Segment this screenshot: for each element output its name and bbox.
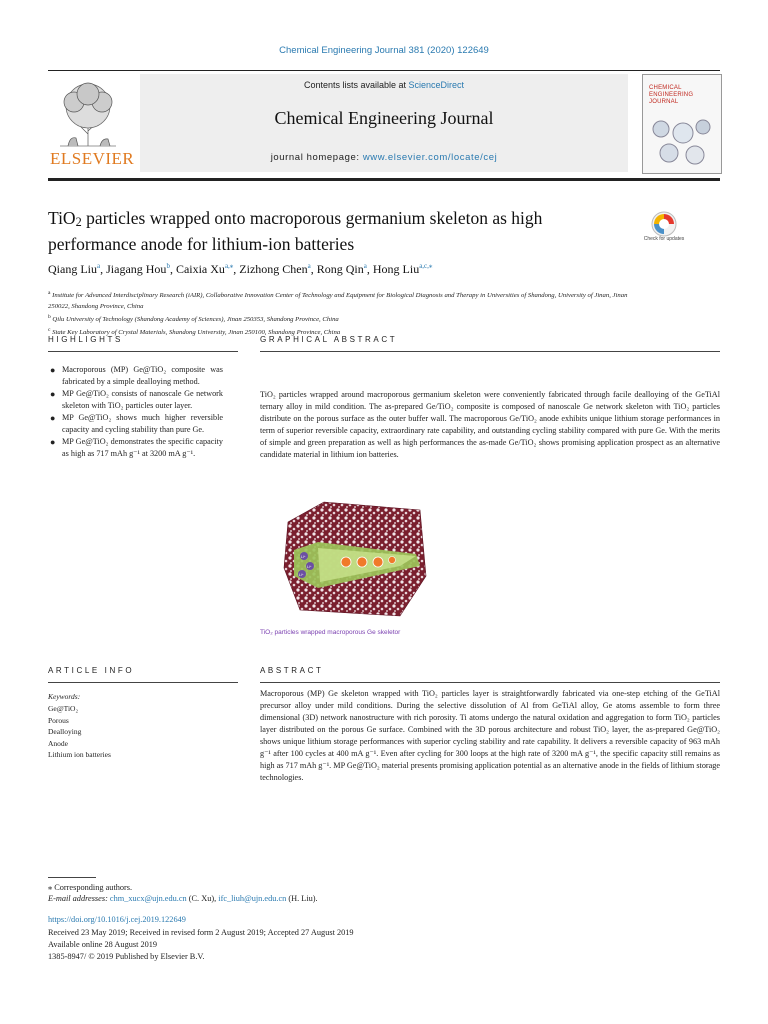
graphical-abstract-figure[interactable]	[280, 492, 432, 624]
available-online-date: Available online 28 August 2019	[48, 940, 158, 949]
highlights-list	[48, 364, 223, 460]
author-affiliation-mark[interactable]: a,⁎	[224, 262, 234, 270]
highlight-text: MP Ge@TiO₂ consists of nanoscale Ge network skeleton with TiO₂ particles outer layer.	[62, 389, 223, 410]
bullet-icon: ●	[50, 389, 56, 399]
graphical-abstract-heading: GRAPHICAL ABSTRACT	[260, 335, 398, 344]
cover-title-line: ENGINEERING	[649, 92, 694, 98]
highlight-text: Macroporous (MP) Ge@TiO₂ composite was fabricated by a simple dealloying method.	[62, 365, 223, 386]
author-name[interactable]: Jiagang Hou	[106, 262, 167, 276]
author-affiliation-mark[interactable]: a,c,⁎	[419, 262, 433, 270]
corresponding-authors-note: ⁎ Corresponding authors.	[48, 883, 133, 892]
affiliation-text: Institute for Advanced Interdisciplinary Research (iAIR), Collaborative Innovation Center of Technology and Equipment for Biological Diagnosis and Therapy in Universities of Shandong, University of Jinan, Jinan 250022, Shandong Province, China	[48, 292, 628, 311]
keyword[interactable]: Ge@TiO₂	[48, 704, 79, 713]
email-link[interactable]: ifc_liuh@ujn.edu.cn	[218, 894, 287, 903]
author-name[interactable]: Qiang Liu	[48, 262, 97, 276]
bullet-icon: ●	[50, 413, 56, 423]
keyword[interactable]: Lithium ion batteries	[48, 750, 111, 759]
email-label: E-mail addresses:	[48, 894, 110, 903]
affiliation-mark: c	[48, 327, 51, 334]
journal-homepage-line	[140, 152, 628, 163]
elsevier-wordmark: ELSEVIER	[50, 149, 135, 168]
journal-name: Chemical Engineering Journal	[274, 108, 494, 128]
issn-copyright: 1385-8947/ © 2019 Published by Elsevier B.V.	[48, 952, 205, 961]
li-ion-label: Li⁺	[301, 555, 306, 559]
highlight-item	[48, 412, 223, 436]
keyword[interactable]: Dealloying	[48, 727, 82, 736]
contents-prefix: Contents lists available at	[303, 80, 409, 90]
article-info-heading: ARTICLE INFO	[48, 666, 135, 675]
author-affiliation-mark[interactable]: a	[363, 262, 367, 270]
keyword[interactable]: Anode	[48, 738, 68, 748]
author-affiliation-mark[interactable]: a	[307, 262, 311, 270]
cover-title	[649, 85, 693, 106]
author-name[interactable]: Caixia Xu	[175, 262, 225, 276]
affiliation-text: State Key Laboratory of Crystal Materials, Shandong University, Jinan 250100, Shandong Province, China	[52, 329, 341, 337]
homepage-prefix: journal homepage:	[270, 152, 363, 163]
keywords-list	[48, 703, 111, 761]
title-part: TiO	[48, 208, 76, 228]
author-list: Qiang Liu$^a$, Jiagang Hou$^b$, Caixia $Xu^{a,⁎}$, Zizhong Chen$^a$, Rong Qin$^a$, Hong Liu$^{a,c,⁎}$	[48, 262, 433, 276]
affiliation-list	[48, 288, 648, 339]
author-name[interactable]: Zizhong Chen	[239, 262, 308, 276]
abstract-text: Macroporous (MP) Ge skeleton wrapped with TiO₂ particles layer is straightforwardly fabricated via one-step etching of the GeTiAl precursor alloy under mild conditions. During the selective dissolution of Al from GeTiAl alloy, Ge atoms assemble to form three dimensional (3D) network nanostructure with rich porosity. Ti atoms undergo the natural oxidation and aggregation to form TiO₂ particles layer distributed on the porous Ge surface. Combined with the 3D porous architecture and robust TiO₂ layer, the as-prepared Ge@TiO₂ shows unique lithium storage performances with superior cycling stability and rate capability. It delivers a reversible capacity of 963 mAh g⁻¹ after 100 cycles at 400 mA g⁻¹. Even after cycling for 300 loops at the high rate of 3200 mA g⁻¹, the specific capacity still remains as high as 717 mAh g⁻¹. MP Ge@TiO₂ material presents promising application potential as an alternative anode in the fields of lithium storage technologies.	[260, 689, 720, 782]
bullet-icon: ●	[50, 437, 56, 447]
title-subscript: 2	[75, 215, 82, 229]
highlight-text: MP Ge@TiO₂ demonstrates the specific capacity as high as 717 mAh g⁻¹ at 3200 mA g⁻¹.	[62, 437, 223, 458]
affiliation-text: Qilu University of Technology (Shandong Academy of Sciences), Jinan 250353, Shandong Province, China	[52, 316, 339, 324]
footnote-rule	[48, 877, 96, 878]
author-name[interactable]: Hong Liu	[372, 262, 420, 276]
graphical-abstract-caption: TiO₂ particles wrapped macroporous Ge skeletor	[260, 629, 401, 636]
title-part: particles wrapped onto macroporous germanium skeleton as high performance anode for lithium-ion batteries	[48, 208, 543, 254]
abstract-heading: ABSTRACT	[260, 666, 324, 675]
bullet-icon: ●	[50, 365, 56, 375]
li-ion-label: Li⁺	[307, 565, 312, 569]
graphical-abstract-rule	[260, 351, 720, 352]
email-link[interactable]: chm_xucx@ujn.edu.cn	[109, 894, 187, 903]
header-bottom-rule	[48, 178, 720, 181]
highlights-rule	[48, 351, 238, 352]
author-affiliation-mark[interactable]: a	[97, 262, 101, 270]
highlight-item	[48, 436, 223, 460]
journal-cover-thumbnail[interactable]	[642, 74, 722, 174]
cover-title-line: JOURNAL	[649, 99, 679, 105]
highlight-item	[48, 364, 223, 388]
affiliation-mark: a	[48, 290, 51, 296]
homepage-link[interactable]: www.elsevier.com/locate/cej	[362, 152, 498, 163]
check-for-updates-icon[interactable]	[646, 210, 682, 258]
contents-available-line	[140, 80, 628, 90]
affiliation	[48, 312, 648, 325]
abstract-rule	[260, 682, 720, 683]
keyword[interactable]: Porous	[48, 715, 69, 725]
paper-title	[48, 207, 628, 255]
highlight-text: MP Ge@TiO₂ shows much higher reversible capacity and cycling stability than pure Ge.	[62, 413, 223, 434]
affiliation-mark: b	[48, 314, 51, 321]
email-addresses	[48, 894, 318, 903]
graphical-abstract-text: TiO₂ particles wrapped around macroporous germanium skeleton were conveniently fabricated through facile dealloying of the GeTiAl ternary alloy in mild condition. The as-prepared Ge/TiO₂ composite is composed of nanoscale Ge network skeleton with TiO₂ particles distribute on the porous surface as the outer buffer wall. The macroporous Ge/TiO₂ anode exhibits unique lithium storage performances in term of superior reversible capacity, extraordinary rate capability, and outstanding cycling stability compared with pure Ge. With the merits of simple and green preparation as well as high performances the as-made Ge/TiO₂ shows promising application prospect as an alternative candidate material in lithium ion batteries.	[260, 390, 720, 459]
email-owner: (C. Xu),	[186, 894, 219, 903]
email-owner: (H. Liu).	[286, 894, 318, 903]
journal-citation-link[interactable]: Chemical Engineering Journal 381 (2020) 122649	[279, 45, 489, 56]
check-for-updates-label[interactable]: Check for updates	[643, 236, 685, 242]
highlight-item	[48, 388, 223, 412]
cover-artwork-icon	[647, 115, 717, 169]
received-dates: Received 23 May 2019; Received in revised form 2 August 2019; Accepted 27 August 2019	[48, 928, 354, 937]
author-name[interactable]: Rong Qin	[316, 262, 364, 276]
li-ion-label: Li⁺	[299, 573, 304, 577]
keywords-label: Keywords:	[48, 692, 81, 701]
header-top-rule	[48, 70, 720, 71]
article-info-rule	[48, 682, 238, 683]
cover-title-line: CHEMICAL	[649, 85, 682, 91]
sciencedirect-link[interactable]: ScienceDirect	[408, 80, 465, 90]
highlights-heading: HIGHLIGHTS	[48, 335, 123, 344]
author-affiliation-mark[interactable]: b	[166, 262, 170, 270]
doi-link[interactable]: https://doi.org/10.1016/j.cej.2019.122649	[48, 915, 186, 924]
affiliation	[48, 288, 648, 312]
